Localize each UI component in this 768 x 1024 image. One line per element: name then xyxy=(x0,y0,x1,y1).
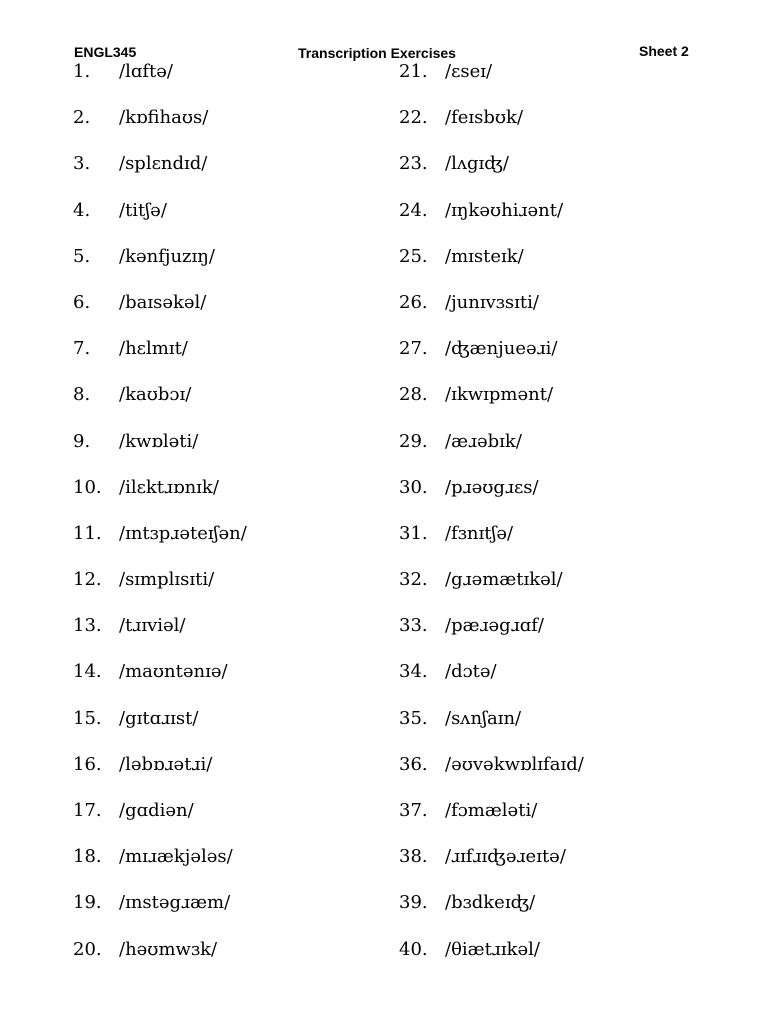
exercise-item xyxy=(73,243,403,289)
ipa-transcription: /pæɹəgɹɑf/ xyxy=(445,615,544,637)
ipa-transcription: /maʊntənɪə/ xyxy=(119,661,228,683)
exercise-number: 15. xyxy=(73,707,102,729)
ipa-transcription: /əʊvəkwɒlɪfaɪd/ xyxy=(445,753,584,775)
exercise-item xyxy=(73,520,403,566)
ipa-transcription: /kwɒləti/ xyxy=(119,430,199,452)
exercise-item xyxy=(73,289,403,335)
ipa-transcription: /ɪkwɪpmənt/ xyxy=(445,384,554,406)
exercise-item xyxy=(399,474,729,520)
exercise-number: 28. xyxy=(399,384,428,406)
exercise-item xyxy=(73,381,403,427)
exercise-item xyxy=(399,705,729,751)
ipa-transcription: /ɛseɪ/ xyxy=(445,61,493,82)
exercise-item xyxy=(399,612,729,658)
exercise-item xyxy=(399,381,729,427)
exercise-item xyxy=(73,705,403,751)
exercise-item xyxy=(399,289,729,335)
ipa-transcription: /gɪtɑɹɪst/ xyxy=(119,707,199,729)
exercise-item xyxy=(399,889,729,935)
exercise-number: 35. xyxy=(399,707,428,729)
exercise-item xyxy=(399,658,729,704)
ipa-transcription: /dɔtə/ xyxy=(445,661,497,683)
exercise-item xyxy=(73,612,403,658)
ipa-transcription: /lɑftə/ xyxy=(119,61,173,82)
course-code: ENGL345 xyxy=(74,44,137,60)
ipa-transcription: /gɹəmætɪkəl/ xyxy=(445,569,563,591)
exercise-item xyxy=(399,520,729,566)
exercise-item xyxy=(399,197,729,243)
ipa-transcription: /baɪsəkəl/ xyxy=(119,291,207,313)
ipa-transcription: /pɹəʊgɹɛs/ xyxy=(445,476,539,498)
exercise-number: 16. xyxy=(73,753,102,775)
exercise-number: 5. xyxy=(73,245,91,267)
exercise-item xyxy=(399,428,729,474)
exercise-number: 4. xyxy=(73,199,91,221)
exercise-item xyxy=(399,58,729,104)
exercise-number: 29. xyxy=(399,430,428,452)
exercise-number: 34. xyxy=(399,661,428,683)
exercise-number: 31. xyxy=(399,522,428,544)
ipa-transcription: /kɒfihaʊs/ xyxy=(119,107,209,129)
exercise-item xyxy=(399,843,729,889)
exercise-number: 10. xyxy=(73,476,102,498)
ipa-transcription: /sʌnʃaɪn/ xyxy=(445,707,522,729)
ipa-transcription: /hɛlmɪt/ xyxy=(119,338,188,360)
exercise-number: 40. xyxy=(399,938,428,960)
exercise-number: 21. xyxy=(399,61,428,82)
exercise-number: 30. xyxy=(399,476,428,498)
exercise-item xyxy=(73,889,403,935)
exercise-item xyxy=(73,335,403,381)
exercise-number: 1. xyxy=(73,61,91,82)
ipa-transcription: /bɜdkeɪʤ/ xyxy=(445,892,536,914)
ipa-transcription: /lʌgɪʤ/ xyxy=(445,153,509,175)
exercise-number: 19. xyxy=(73,892,102,914)
ipa-transcription: /splɛndɪd/ xyxy=(119,153,208,175)
exercise-item xyxy=(399,936,729,982)
exercise-item xyxy=(73,104,403,150)
exercise-number: 18. xyxy=(73,846,102,868)
exercise-list-left xyxy=(73,58,403,982)
exercise-number: 32. xyxy=(399,569,428,591)
ipa-transcription: /ɪnstəgɹæm/ xyxy=(119,892,231,914)
ipa-transcription: /ɹɪfɹɪʤəɹeɪtə/ xyxy=(445,846,566,868)
ipa-transcription: /gɑdiən/ xyxy=(119,800,194,821)
exercise-number: 13. xyxy=(73,615,102,637)
sheet-number: Sheet 2 xyxy=(639,43,689,59)
exercise-item xyxy=(399,797,729,843)
exercise-number: 14. xyxy=(73,661,102,683)
exercise-item xyxy=(399,243,729,289)
ipa-transcription: /sɪmplɪsɪti/ xyxy=(119,569,215,591)
exercise-item xyxy=(399,150,729,196)
exercise-number: 38. xyxy=(399,846,428,868)
ipa-transcription: /feɪsbʊk/ xyxy=(445,107,524,129)
ipa-transcription: /θiætɹɪkəl/ xyxy=(445,938,540,960)
exercise-item xyxy=(73,428,403,474)
exercise-item xyxy=(73,566,403,612)
ipa-transcription: /ɪŋkəʊhiɹənt/ xyxy=(445,199,564,221)
ipa-transcription: /æɹəbɪk/ xyxy=(445,430,522,452)
ipa-transcription: /fɜnɪtʃə/ xyxy=(445,522,514,544)
exercise-item xyxy=(73,150,403,196)
exercise-number: 22. xyxy=(399,107,428,129)
ipa-transcription: /kaʊbɔɪ/ xyxy=(119,384,192,406)
exercise-item xyxy=(73,58,403,104)
exercise-number: 8. xyxy=(73,384,91,406)
exercise-item xyxy=(73,658,403,704)
ipa-transcription: /həʊmwɜk/ xyxy=(119,938,218,960)
ipa-transcription: /titʃə/ xyxy=(119,199,167,221)
exercise-number: 24. xyxy=(399,199,428,221)
exercise-number: 7. xyxy=(73,338,91,360)
exercise-item xyxy=(73,751,403,797)
exercise-item xyxy=(399,335,729,381)
ipa-transcription: /ilɛktɹɒnɪk/ xyxy=(119,476,219,498)
exercise-number: 12. xyxy=(73,569,102,591)
exercise-number: 37. xyxy=(399,800,428,821)
exercise-number: 25. xyxy=(399,245,428,267)
exercise-list-right xyxy=(399,58,729,982)
exercise-item xyxy=(399,751,729,797)
ipa-transcription: /kənfjuzɪŋ/ xyxy=(119,245,215,267)
exercise-item xyxy=(73,936,403,982)
exercise-number: 36. xyxy=(399,753,428,775)
exercise-number: 27. xyxy=(399,338,428,360)
ipa-transcription: /junɪvɜsɪti/ xyxy=(445,291,539,313)
exercise-number: 20. xyxy=(73,938,102,960)
ipa-transcription: /ɪntɜpɹəteɪʃən/ xyxy=(119,522,247,544)
exercise-item xyxy=(73,474,403,520)
exercise-number: 6. xyxy=(73,291,91,313)
ipa-transcription: /mɪsteɪk/ xyxy=(445,245,524,267)
exercise-item xyxy=(73,197,403,243)
page-title: Transcription Exercises xyxy=(298,45,456,61)
exercise-item xyxy=(399,566,729,612)
exercise-item xyxy=(73,797,403,843)
exercise-number: 23. xyxy=(399,153,428,175)
ipa-transcription: /fɔmæləti/ xyxy=(445,800,538,821)
exercise-number: 9. xyxy=(73,430,91,452)
exercise-number: 26. xyxy=(399,291,428,313)
exercise-number: 39. xyxy=(399,892,428,914)
ipa-transcription: /tɹɪviəl/ xyxy=(119,615,186,637)
exercise-item xyxy=(399,104,729,150)
exercise-number: 2. xyxy=(73,107,91,129)
ipa-transcription: /mɪɹækjələs/ xyxy=(119,846,233,868)
exercise-item xyxy=(73,843,403,889)
ipa-transcription: /ʤænjueəɹi/ xyxy=(445,338,558,360)
exercise-number: 11. xyxy=(73,522,102,544)
exercise-number: 3. xyxy=(73,153,91,175)
exercise-number: 33. xyxy=(399,615,428,637)
ipa-transcription: /ləbɒɹətɹi/ xyxy=(119,753,213,775)
exercise-number: 17. xyxy=(73,800,102,821)
